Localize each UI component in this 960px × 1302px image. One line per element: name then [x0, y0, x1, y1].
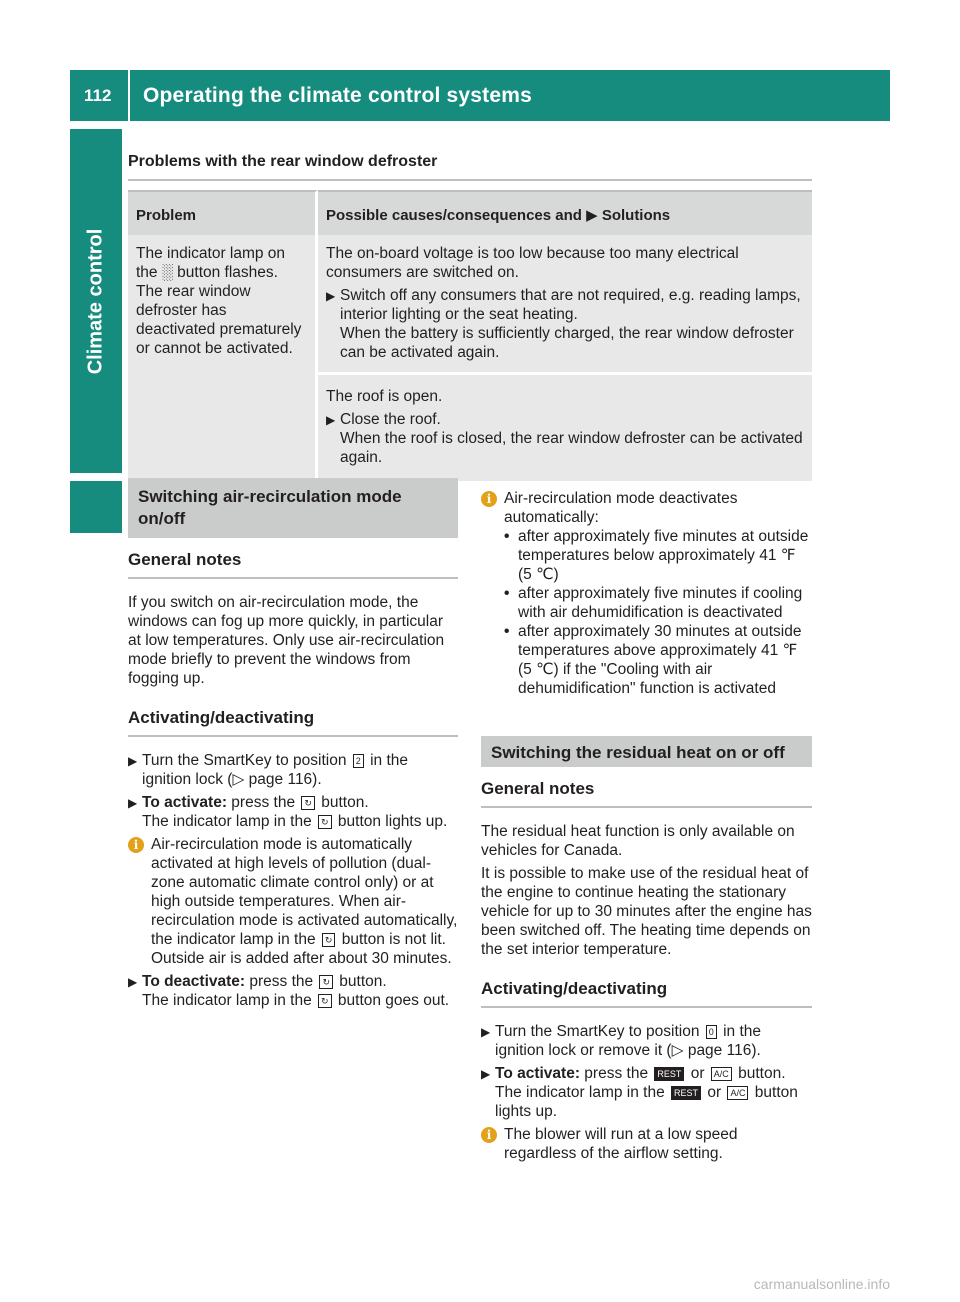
step-arrow-icon: ▶ — [481, 1067, 491, 1081]
recirc-section-title: Switching air-recirculation mode on/off — [128, 478, 458, 538]
chapter-label: Climate control — [84, 228, 107, 374]
recirculation-button-icon: ↻ — [318, 994, 332, 1008]
step-text: To deactivate: press the ↻ button. — [142, 973, 387, 990]
step-arrow-icon: ▶ — [481, 1025, 491, 1039]
bullet-icon: • — [504, 528, 510, 545]
step-text: Turn the SmartKey to position 2 in the ignition lock (▷ page 116). — [142, 752, 409, 788]
step-arrow-icon: ▶ — [326, 413, 336, 427]
chapter-tab — [70, 129, 122, 473]
chapter-marker — [70, 481, 122, 533]
step-note: The indicator lamp in the ↻ button goes out. — [142, 992, 450, 1009]
step-note: The indicator lamp in the ↻ button lights up. — [142, 813, 448, 830]
recirculation-button-icon: ↻ — [322, 933, 336, 947]
list-item: • after approximately five minutes at outside temperatures below approximately 41 ℉ (5 ℃) — [504, 528, 809, 583]
problem-text: The indicator lamp on the ░ button flashes. The rear window defroster has deactivated prematurely or cannot be activated. — [136, 245, 302, 357]
step-text: Turn the SmartKey to position 0 in the ignition lock or remove it (▷ page 116). — [495, 1023, 762, 1059]
residual-activating-heading: Activating/deactivating — [481, 979, 812, 1008]
info-note — [128, 835, 458, 968]
step-arrow-icon: ▶ — [128, 975, 138, 989]
step-note: When the battery is sufficiently charged, the rear window defroster can be activated again. — [340, 325, 794, 361]
table-header-row — [128, 190, 812, 235]
bullet-icon: • — [504, 585, 510, 602]
right-column — [481, 489, 812, 1163]
info-icon: i — [128, 837, 144, 853]
instruction-step — [481, 1022, 812, 1060]
page-header — [70, 70, 890, 121]
step-note: The indicator lamp in the REST or A/C button lights up. — [495, 1084, 798, 1120]
step-text: To activate: press the ↻ button. — [142, 794, 369, 811]
solution-cell — [318, 372, 812, 481]
instruction-step — [128, 751, 458, 789]
step-text: Close the roof. — [340, 411, 441, 428]
left-column — [128, 478, 458, 1010]
solution-step — [326, 410, 804, 467]
recirculation-button-icon: ↻ — [319, 975, 333, 989]
residual-general-heading: General notes — [481, 779, 812, 808]
column-header-solutions: Possible causes/consequences and ▶ Solutions — [318, 190, 812, 235]
list-item: • after approximately five minutes if cooling with air dehumidification is deactivated — [504, 585, 803, 621]
position-2-icon: 2 — [353, 754, 364, 768]
info-text: Air-recirculation mode is automatically activated at high levels of pollution (dual-zone automatic climate control only) or at high outside temperatures. When air-recirculation mode is activated automatically, the indicator lamp in the ↻ button is not lit. Outside air is added after about 30 minutes. — [151, 836, 458, 967]
solution-step — [326, 286, 804, 362]
instruction-step — [128, 972, 458, 1010]
step-text: Switch off any consumers that are not required, e.g. reading lamps, interior lighting or the seat heating. — [340, 287, 801, 323]
problem-table — [128, 190, 812, 481]
position-0-icon: 0 — [706, 1025, 717, 1039]
recirc-general-heading: General notes — [128, 550, 458, 579]
recirculation-button-icon: ↻ — [301, 796, 315, 810]
cause-text: The roof is open. — [326, 388, 443, 405]
table-row — [128, 235, 812, 372]
info-text: The blower will run at a low speed regardless of the airflow setting. — [504, 1126, 738, 1162]
step-text: To activate: press the REST or A/C button. — [495, 1065, 786, 1082]
column-header-problem: Problem — [128, 190, 318, 235]
recirc-general-text: If you switch on air-recirculation mode, the windows can fog up more quickly, in particular at low temperatures. Only use air-recirculation mode briefly to prevent the windows from fogging up. — [128, 594, 445, 687]
residual-text-2: It is possible to make use of the residual heat of the engine to continue heating the stationary vehicle for up to 30 minutes after the engine has been switched off. The heating time depends on the set interior temperature. — [481, 865, 812, 958]
page-number: 112 — [84, 86, 112, 105]
solution-cell — [318, 235, 812, 372]
step-arrow-icon: ▶ — [326, 289, 336, 303]
step-arrow-icon: ▶ — [128, 754, 138, 768]
problem-cell — [128, 235, 318, 481]
step-note: When the roof is closed, the rear window defroster can be activated again. — [340, 430, 803, 466]
page-title: Operating the climate control systems — [143, 84, 533, 107]
rest-button-icon: REST — [654, 1067, 684, 1081]
instruction-step — [481, 1064, 812, 1121]
defroster-section — [128, 152, 812, 481]
rest-button-icon: REST — [671, 1086, 701, 1100]
footer-watermark: carmanualsonline.info — [753, 1276, 890, 1292]
list-item: • after approximately 30 minutes at outside temperatures above approximately 41 ℉ (5 ℃) if the "Cooling with air dehumidification" function is activated — [504, 623, 802, 697]
step-arrow-icon: ▶ — [128, 796, 138, 810]
bullet-icon: • — [504, 623, 510, 640]
residual-section-title: Switching the residual heat on or off — [481, 736, 812, 767]
info-icon: i — [481, 491, 497, 507]
defroster-title: Problems with the rear window defroster — [128, 152, 812, 181]
info-icon: i — [481, 1127, 497, 1143]
residual-text-1: The residual heat function is only available on vehicles for Canada. — [481, 823, 795, 859]
cause-text: The on-board voltage is too low because too many electrical consumers are switched on. — [326, 245, 739, 281]
info-note — [481, 1125, 812, 1163]
ac-rest-button-icon: A/C — [727, 1086, 748, 1100]
instruction-step — [128, 793, 458, 831]
ac-rest-button-icon: A/C — [711, 1067, 732, 1081]
recirculation-button-icon: ↻ — [318, 815, 332, 829]
info-note — [481, 489, 812, 698]
recirc-activating-heading: Activating/deactivating — [128, 708, 458, 737]
info-text: Air-recirculation mode deactivates automatically: — [504, 490, 738, 526]
